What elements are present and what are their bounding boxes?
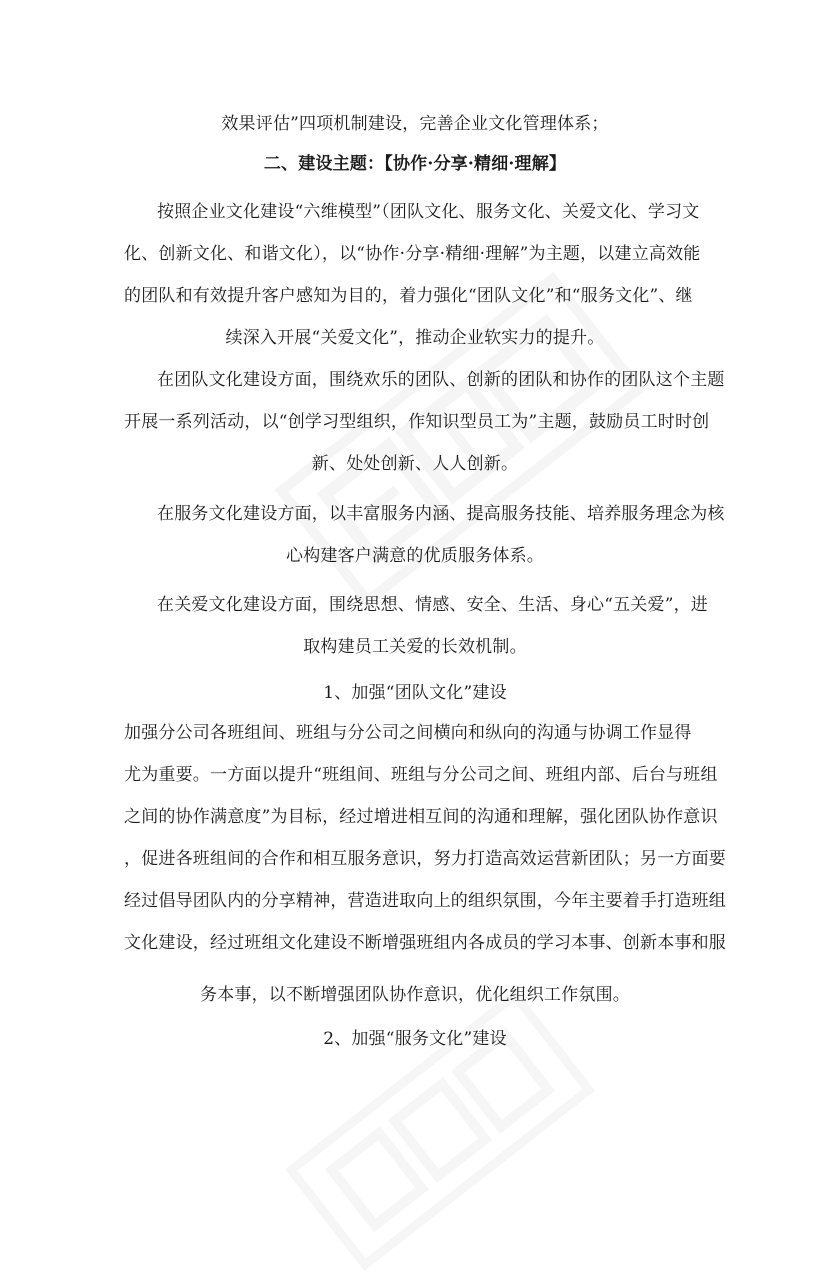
text-line-6: 续深入开展“关爱文化”，推动企业软实力的提升。: [225, 328, 605, 348]
text-line-1: 效果评估”四项机制建设，完善企业文化管理体系；: [221, 114, 609, 134]
text-line-21: 务本事，以不断增强团队协作意识，优化组织工作氛围。: [200, 985, 630, 1005]
text-line-8: 开展一系列活动，以“创学习型组织，作知识型员工为”主题，鼓励员工时时创: [124, 412, 710, 432]
text-line-9: 新、处处创新、人人创新。: [311, 454, 519, 474]
watermark-stamp-lower: [273, 975, 608, 1285]
text-line-15: 加强分公司各班组间、班组与分公司之间横向和纵向的沟通与协调工作显得: [124, 723, 692, 743]
text-line-11: 心构建客户满意的优质服务体系。: [286, 546, 544, 566]
subheading-team-culture: 1、加强“团队文化”建设: [323, 683, 507, 703]
text-line-13: 取构建员工关爱的长效机制。: [303, 637, 527, 657]
text-line-18: ，促进各班组间的合作和相互服务意识，努力打造高效运营新团队；另一方面要: [124, 849, 726, 869]
text-line-10: 在服务文化建设方面，以丰富服务内涵、提高服务技能、培养服务理念为核: [157, 504, 725, 524]
text-line-3: 按照企业文化建设“六维模型”（团队文化、服务文化、关爱文化、学习文: [157, 202, 700, 222]
text-line-7: 在团队文化建设方面，围绕欢乐的团队、创新的团队和协作的团队这个主题: [157, 370, 725, 390]
text-line-17: 之间的协作满意度”为目标，经过增进相互间的沟通和理解，强化团队协作意识: [124, 807, 718, 827]
text-line-19: 经过倡导团队内的分享精神，营造进取向上的组织氛围，今年主要着手打造班组: [124, 891, 726, 911]
text-line-4: 化、创新文化、和谐文化），以“协作·分享·精细·理解”为主题，以建立高效能: [124, 244, 701, 264]
text-line-5: 的团队和有效提升客户感知为目的，着力强化“团队文化”和“服务文化”、继: [124, 286, 693, 306]
section-heading-theme: 二、建设主题：【协作·分享·精细·理解】: [263, 154, 567, 174]
text-line-16: 尤为重要。一方面以提升“班组间、班组与分公司之间、班组内部、后台与班组: [124, 765, 718, 785]
subheading-service-culture: 2、加强“服务文化”建设: [323, 1029, 507, 1049]
text-line-12: 在关爱文化建设方面，围绕思想、情感、安全、生活、身心“五关爱”，进: [157, 595, 708, 615]
text-line-20: 文化建设，经过班组文化建设不断增强班组内各成员的学习本事、创新本事和服: [124, 933, 726, 953]
